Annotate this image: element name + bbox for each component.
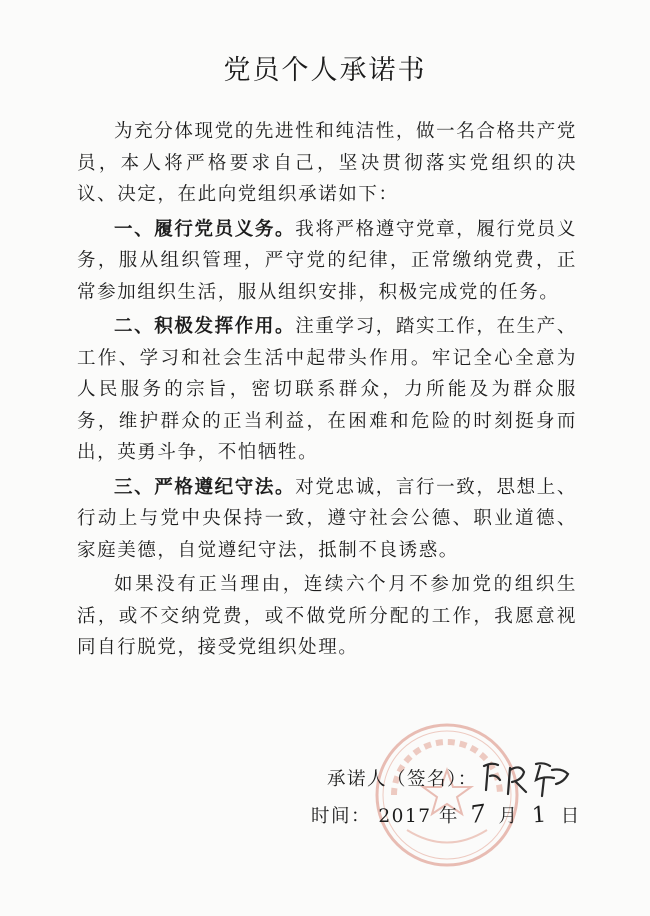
date-line — [311, 800, 581, 828]
intro-paragraph: 为充分体现党的先进性和纯洁性，做一名合格共产党员，本人将严格要求自己，坚决贯彻落实党组织的决议、决定，在此向党组织承诺如下： — [77, 121, 577, 205]
date-day-handwritten: 1 — [531, 802, 549, 829]
section-paragraph-2 — [77, 311, 577, 469]
section-paragraph-1 — [77, 214, 577, 309]
signature-label: 承诺人（签名）： — [327, 769, 478, 790]
section-heading-1: 一、履行党员义务。 — [114, 218, 296, 240]
date-year: 2017 — [378, 806, 432, 827]
date-year-unit: 年 — [438, 806, 459, 827]
section-paragraph-3 — [77, 472, 577, 567]
document-title: 党员个人承诺书 — [223, 55, 427, 86]
document-body — [77, 116, 577, 667]
date-month-handwritten: 7 — [468, 798, 489, 830]
date-day-unit: 日 — [560, 806, 581, 827]
date-label: 时间： — [311, 806, 372, 827]
section-heading-2: 二、积极发挥作用。 — [114, 316, 296, 337]
handwritten-signature — [478, 756, 576, 800]
signature-line — [327, 765, 478, 791]
section-heading-3: 三、严格遵纪守法。 — [114, 476, 296, 498]
section-text-1: 我将严格遵守党章，履行党员义务，服从组织管理，严守党的纪律，正常缴纳党费，正常参加组织生活，服从组织安排，积极完成党的任务。 — [77, 218, 577, 303]
section-text-2: 注重学习，踏实工作，在生产、工作、学习和社会生活中起带头作用。牢记全心全意为人民服务的宗旨，密切联系群众，力所能及为群众服务，维护群众的正当利益，在困难和危险的时刻挺身而出，英勇斗争，不怕牺牲。 — [77, 316, 577, 463]
section-text-3: 对党忠诚，言行一致，思想上、行动上与党中央保持一致，遵守社会公德、职业道德、家庭美德，自觉遵纪守法，抵制不良诱惑。 — [77, 476, 577, 561]
date-month-unit: 月 — [498, 806, 519, 827]
closing-paragraph: 如果没有正当理由，连续六个月不参加党的组织生活，或不交纳党费，或不做党所分配的工作，我愿意视同自行脱党，接受党组织处理。 — [77, 574, 577, 658]
